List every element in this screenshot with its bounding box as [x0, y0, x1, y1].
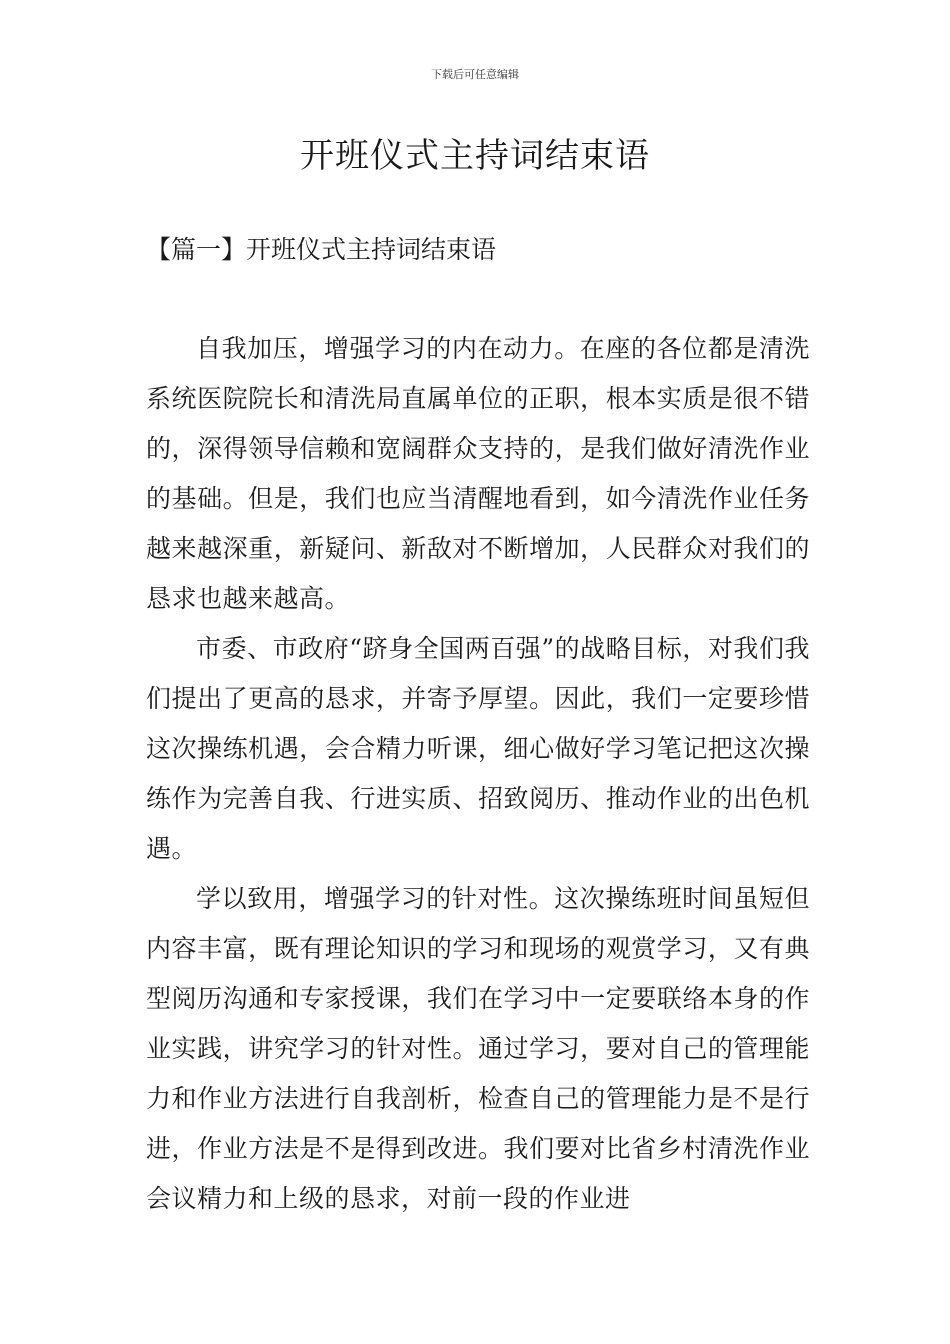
document-body	[146, 324, 810, 1224]
paragraph-3: 学以致用，增强学习的针对性。这次操练班时间虽短但内容丰富，既有理论知识的学习和现场的观赏学习，又有典型阅历沟通和专家授课，我们在学习中一定要联络本身的作业实践，讲究学习的针对性。通过学习，要对自己的管理能力和作业方法进行自我剖析，检查自己的管理能力是不是行进，作业方法是不是得到改进。我们要对比省乡村清洗作业会议精力和上级的恳求，对前一段的作业进	[146, 884, 810, 1213]
section-heading: 【篇一】开班仪式主持词结束语	[146, 235, 497, 264]
paragraph-2: 市委、市政府“跻身全国两百强”的战略目标，对我们我们提出了更高的恳求，并寄予厚望。因此，我们一定要珍惜这次操练机遇，会合精力听课，细心做好学习笔记把这次操练作为完善自我、行进实质、招致阅历、推动作业的出色机遇。	[146, 634, 810, 863]
paragraph-1: 自我加压，增强学习的内在动力。在座的各位都是清洗系统医院院长和清洗局直属单位的正职，根本实质是很不错的，深得领导信赖和宽阔群众支持的，是我们做好清洗作业的基础。但是，我们也应当清醒地看到，如今清洗作业任务越来越深重，新疑问、新敌对不断增加，人民群众对我们的恳求也越来越高。	[146, 334, 810, 613]
document-title: 开班仪式主持词结束语	[300, 136, 650, 176]
header-note: 下载后可任意编辑	[431, 68, 519, 81]
